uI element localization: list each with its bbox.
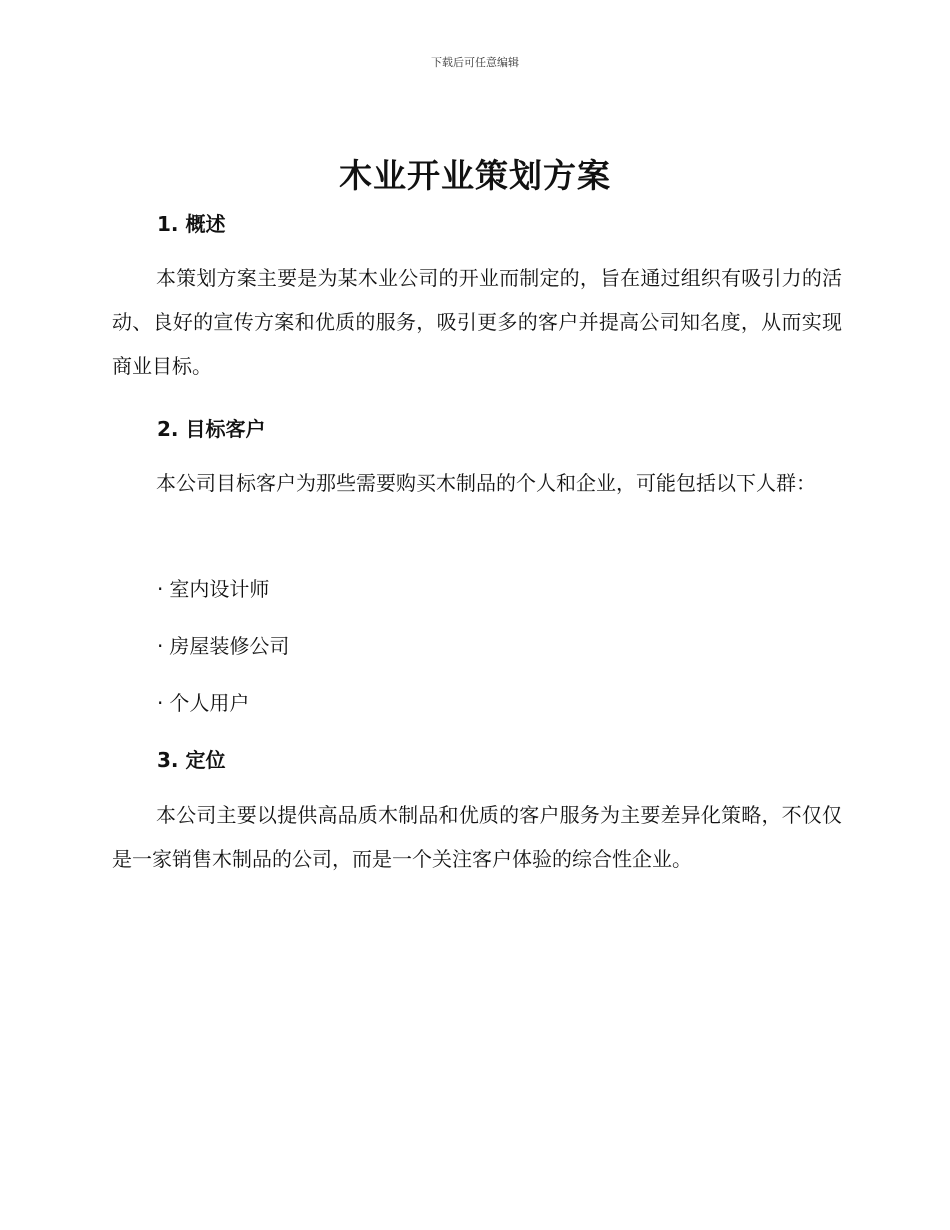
document-title: 木业开业策划方案 — [339, 156, 611, 195]
section-paragraph-positioning: 本公司主要以提供高品质木制品和优质的客户服务为主要差异化策略，不仅仅是一家销售木制品的公司，而是一个关注客户体验的综合性企业。 — [112, 803, 842, 871]
bullet-dot: · — [157, 634, 164, 658]
list-item — [157, 630, 289, 659]
section-heading-target-customers: 2. 目标客户 — [157, 417, 266, 441]
section-heading-positioning: 3. 定位 — [157, 748, 226, 772]
bullet-dot: · — [157, 577, 164, 601]
section-paragraph-target-customers: 本公司目标客户为那些需要购买木制品的个人和企业，可能包括以下人群： — [156, 471, 816, 495]
list-item-text: 个人用户 — [169, 691, 250, 715]
section-paragraph-overview: 本策划方案主要是为某木业公司的开业而制定的，旨在通过组织有吸引力的活动、良好的宣传方案和优质的服务，吸引更多的客户并提高公司知名度，从而实现商业目标。 — [112, 266, 842, 378]
section-heading-overview: 1. 概述 — [157, 212, 226, 236]
list-item-text: 房屋装修公司 — [169, 634, 290, 658]
list-item-text: 室内设计师 — [169, 577, 270, 601]
header-note: 下载后可任意编辑 — [431, 56, 519, 69]
list-item — [157, 687, 249, 716]
list-item — [157, 573, 269, 602]
bullet-dot: · — [157, 691, 164, 715]
